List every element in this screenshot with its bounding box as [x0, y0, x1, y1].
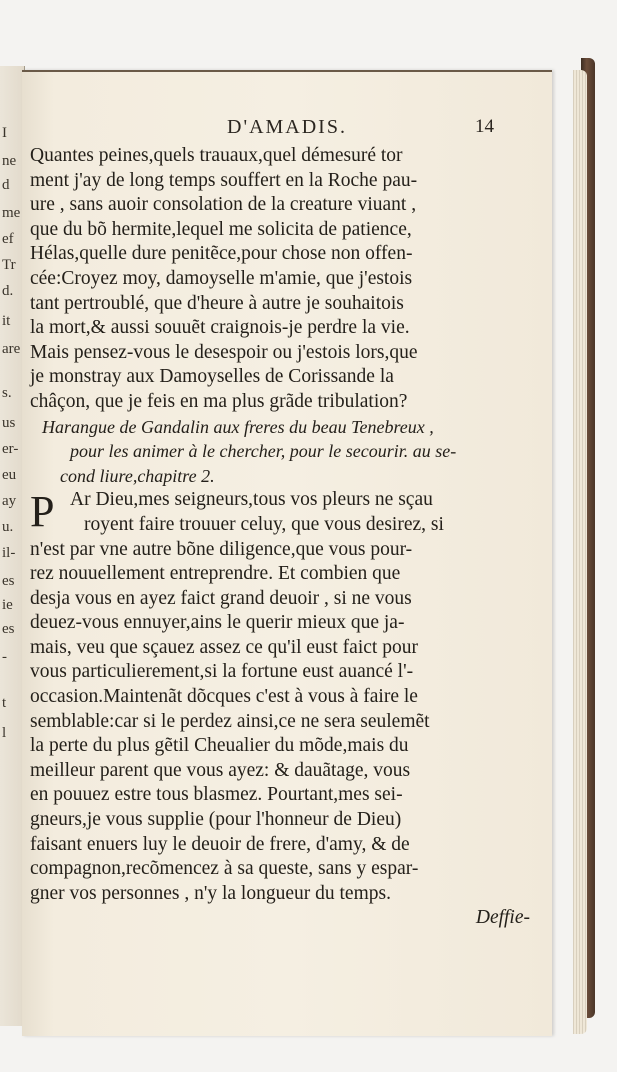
text-line: gner vos personnes , n'y la longueur du temps.	[30, 882, 391, 904]
text-line: gneurs,je vous supplie (pour l'honneur de Dieu)	[30, 809, 402, 831]
left-fragment: es	[2, 621, 15, 637]
left-fragment: l	[2, 725, 7, 741]
left-fragment: d.	[2, 283, 14, 299]
left-fragment: s.	[2, 385, 12, 401]
text-line: tant pertroublé, que d'heure à autre je souhaitois	[30, 292, 404, 314]
text-line: que du bõ hermite,lequel me solicita de patience,	[30, 218, 412, 240]
text-line: mais, veu que sçauez assez ce qu'il eust faict pour	[30, 636, 418, 658]
left-fragment: it	[2, 313, 11, 329]
text-line: vous particulierement,si la fortune eust auancé l'-	[30, 661, 414, 683]
text-line: compagnon,recõmencez à sa queste, sans y espar-	[30, 858, 419, 880]
left-fragment: eu	[2, 467, 17, 483]
left-fragment: t	[2, 695, 7, 711]
running-head	[22, 116, 552, 140]
text-line: la mort,& aussi souuẽt craignois-je perdre la vie.	[30, 317, 410, 339]
text-line: la perte du plus gẽtil Cheualier du mõde,mais du	[30, 735, 409, 757]
left-fragment: il-	[2, 545, 16, 561]
left-fragment: I	[2, 125, 7, 141]
text-line: en pouuez estre tous blasmez. Pourtant,mes sei-	[30, 784, 403, 806]
left-fragment: er-	[2, 441, 19, 457]
left-fragment: are	[2, 341, 21, 357]
text-line: deuez-vous ennuyer,ains le querir mieux que ja-	[30, 612, 405, 634]
left-fragment: ne	[2, 153, 17, 169]
text-line: desja vous en ayez faict grand deuoir , si ne vous	[30, 587, 412, 609]
text-line: cée:Croyez moy, damoyselle m'amie, que j'estois	[30, 267, 413, 289]
left-fragment: us	[2, 415, 16, 431]
left-fragment: Tr	[2, 257, 16, 273]
text-line: ment j'ay de long temps souffert en la Roche pau-	[30, 169, 418, 191]
left-fragment: es	[2, 573, 15, 589]
text-line: châçon, que je feis en ma plus grãde tribulation?	[30, 390, 408, 412]
section-heading-line: Harangue de Gandalin aux freres du beau Tenebreux ,	[42, 416, 434, 437]
text-line: Quantes peines,quels trauaux,quel démesuré tor	[30, 145, 403, 166]
running-title: D'AMADIS.	[227, 116, 347, 138]
book-page	[22, 70, 552, 1036]
section-heading-line: cond liure,chapitre 2.	[60, 465, 215, 486]
page-number: 14	[475, 116, 494, 137]
left-fragment: -	[2, 649, 7, 665]
text-line: meilleur parent que vous ayez: & dauãtage, vous	[30, 759, 411, 781]
left-fragment: u.	[2, 519, 14, 535]
left-fragment: me	[2, 205, 21, 221]
page-edges	[573, 70, 587, 1034]
text-line: Hélas,quelle dure penitẽce,pour chose non offen-	[30, 243, 413, 265]
text-line: royent faire trouuer celuy, que vous desirez, si	[84, 513, 444, 535]
text-line: ure , sans auoir consolation de la creature viuant ,	[30, 194, 417, 216]
text-line: occasion.Maintenãt dõcques c'est à vous à faire le	[30, 686, 418, 708]
catchword: Deffie-	[475, 907, 530, 929]
text-line-content: Ar Dieu,mes seigneurs,tous vos pleurs ne sçau	[70, 489, 433, 511]
left-fragment: ef	[2, 231, 14, 247]
text-line: je monstray aux Damoyselles de Corissande la	[30, 366, 394, 388]
text-line: Mais pensez-vous le desespoir ou j'estois lors,que	[30, 341, 418, 363]
left-fragment: d	[2, 177, 10, 193]
section-heading-line: pour les animer à le chercher, pour le secourir. au se-	[70, 441, 457, 462]
text-line: n'est par vne autre bõne diligence,que vous pour-	[30, 538, 413, 560]
left-fragment: ay	[2, 493, 17, 509]
text-line: semblable:car si le perdez ainsi,ce ne sera seulemẽt	[30, 710, 430, 732]
text-line: rez nouuellement entreprendre. Et combien que	[30, 563, 401, 585]
left-fragment: ie	[2, 597, 13, 613]
text-block	[30, 144, 530, 931]
text-line: faisant enuers luy le deuoir de frere, d'amy, & de	[30, 833, 410, 855]
drop-cap: P	[30, 487, 55, 537]
